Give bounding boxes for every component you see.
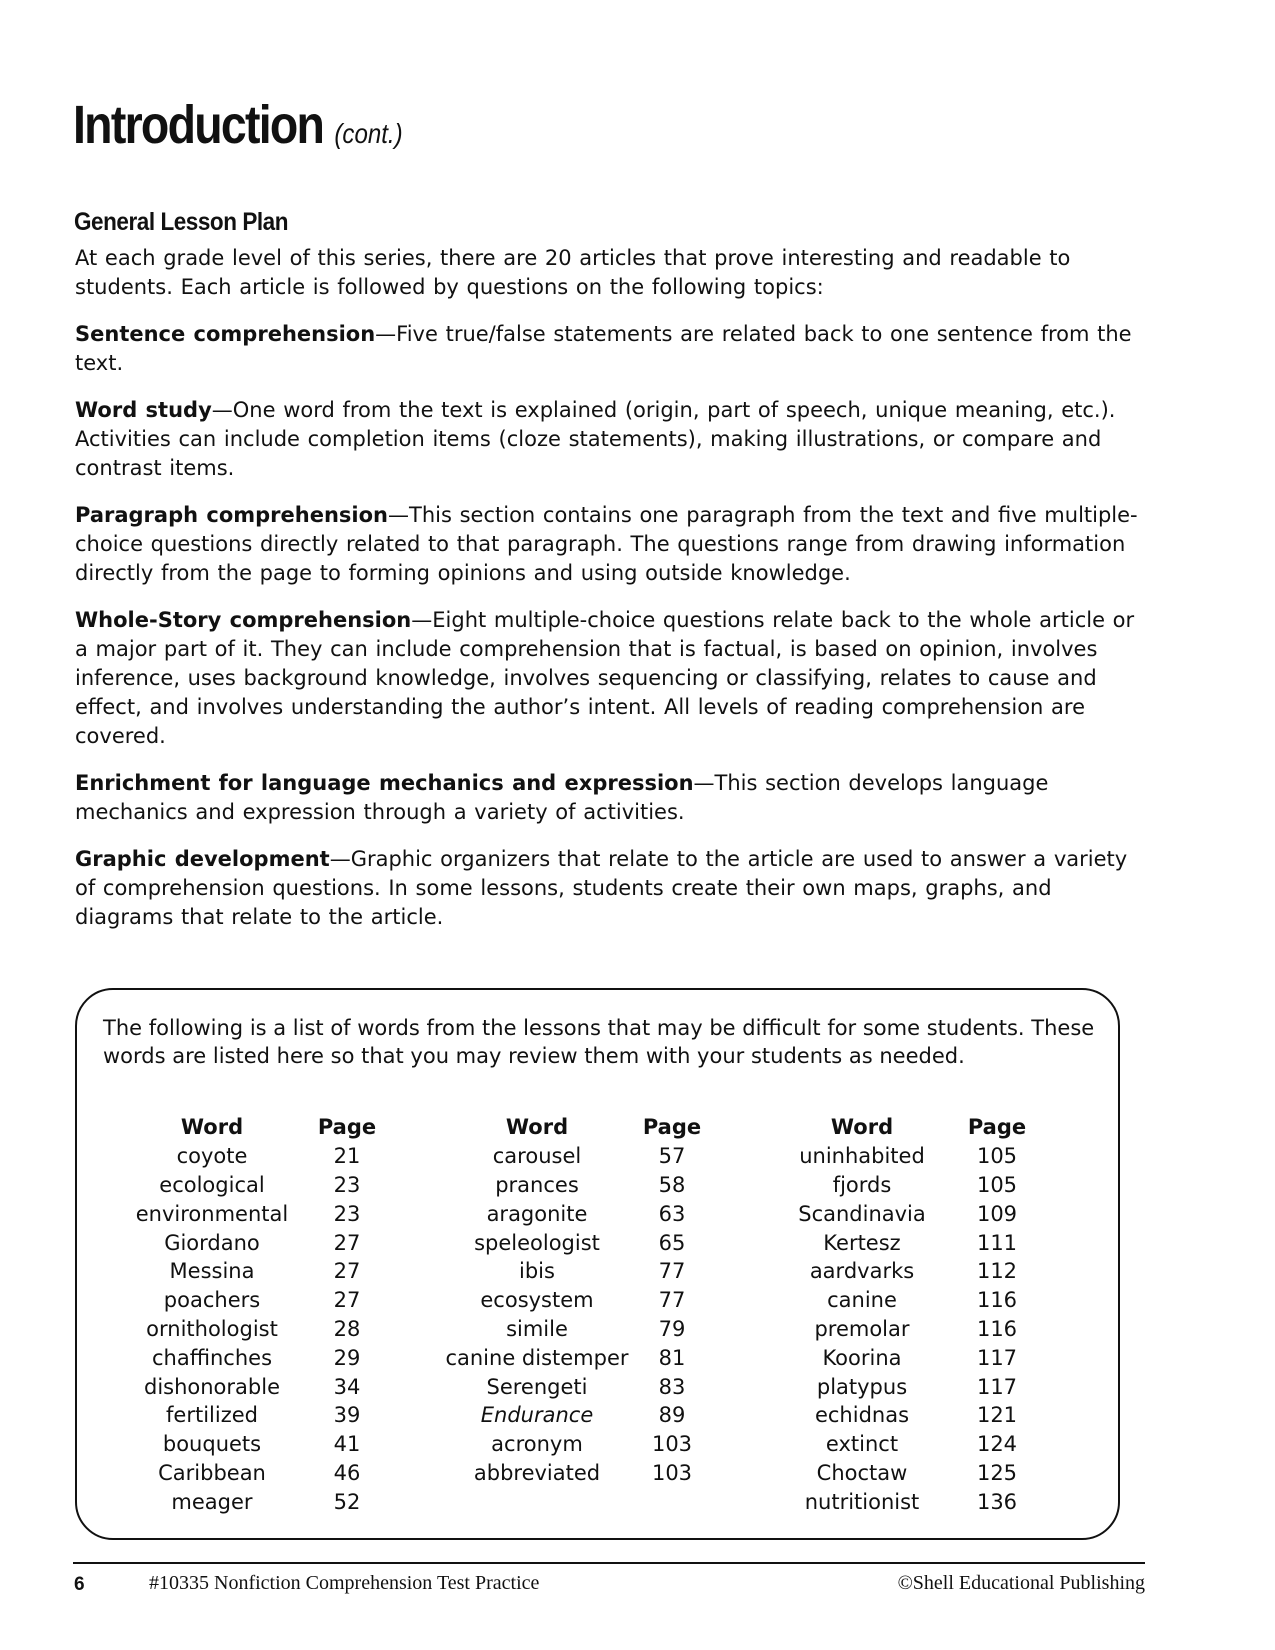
vocabulary-row (442, 1142, 712, 1171)
vocabulary-word: poachers (163, 1288, 261, 1313)
vocabulary-page: 109 (976, 1201, 1018, 1226)
publisher: ©Shell Educational Publishing (897, 1572, 1145, 1594)
vocabulary-page: 77 (658, 1288, 686, 1313)
vocabulary-word: chaffinches (151, 1345, 273, 1370)
vocabulary-row (442, 1228, 712, 1257)
vocabulary-word: ornithologist (146, 1316, 278, 1341)
topic-text: —This section contains one paragraph from the text and five multiple-choice questions directly related to that paragraph. The questions range from drawing information directly from the page to forming opinions and using outside knowledge. (75, 503, 1138, 585)
vocabulary-word: prances (495, 1172, 579, 1197)
vocabulary-row (767, 1487, 1037, 1516)
vocabulary-page: 105 (976, 1144, 1018, 1169)
lesson-plan-intro: At each grade level of this series, there are 20 articles that prove interesting and readable to students. Each article is followed by questions on the following topics: (75, 246, 1071, 299)
vocabulary-page: 46 (333, 1460, 361, 1485)
topic-term: Graphic development (75, 847, 330, 871)
vocabulary-word: canine distemper (445, 1345, 629, 1370)
vocabulary-word: abbreviated (473, 1460, 601, 1485)
vocabulary-page: 39 (333, 1403, 361, 1428)
vocabulary-row (442, 1459, 712, 1488)
vocabulary-word: nutritionist (804, 1489, 920, 1514)
vocabulary-page: 28 (333, 1316, 361, 1341)
vocabulary-page: 81 (658, 1345, 686, 1370)
book-title: #10335 Nonfiction Comprehension Test Practice (149, 1572, 540, 1594)
vocabulary-page: 112 (976, 1259, 1018, 1284)
topic-sentence-comprehension (75, 320, 1145, 378)
vocabulary-word: Serengeti (486, 1374, 588, 1399)
topic-term: Sentence comprehension (75, 322, 376, 346)
vocabulary-word: bouquets (162, 1432, 262, 1457)
vocabulary-page: 124 (976, 1432, 1018, 1457)
vocabulary-page: 116 (976, 1316, 1018, 1341)
vocabulary-word: Endurance (480, 1403, 594, 1428)
word-column-header: Word (830, 1115, 894, 1140)
vocabulary-row (767, 1372, 1037, 1401)
vocabulary-table-2 (442, 1113, 712, 1487)
topic-term: Paragraph comprehension (75, 503, 388, 527)
vocabulary-word: Scandinavia (798, 1201, 926, 1226)
topic-text: —This section develops language mechanics and expression through a variety of activities. (75, 771, 1049, 824)
vocabulary-row (767, 1343, 1037, 1372)
vocabulary-word: ibis (519, 1259, 555, 1284)
vocabulary-word: aragonite (486, 1201, 588, 1226)
vocabulary-row (767, 1286, 1037, 1315)
vocabulary-word: ecosystem (480, 1288, 594, 1313)
vocabulary-row (117, 1171, 387, 1200)
vocabulary-row (442, 1257, 712, 1286)
vocabulary-row (117, 1228, 387, 1257)
vocabulary-row (442, 1199, 712, 1228)
word-column-header: Word (180, 1115, 244, 1140)
vocabulary-box (75, 988, 1120, 1540)
vocabulary-page: 41 (333, 1432, 361, 1457)
vocabulary-word: Caribbean (158, 1460, 266, 1485)
vocabulary-row (767, 1171, 1037, 1200)
page-number: 6 (74, 1574, 85, 1595)
lesson-plan-body (75, 244, 1145, 950)
vocabulary-row (117, 1257, 387, 1286)
topic-graphic-development (75, 845, 1145, 932)
vocabulary-word: Giordano (164, 1230, 260, 1255)
vocabulary-row (442, 1343, 712, 1372)
vocabulary-word: carousel (492, 1144, 582, 1169)
topic-text: —Graphic organizers that relate to the article are used to answer a variety of comprehension questions. In some lessons, students create their own maps, graphs, and diagrams that relate to the article. (75, 847, 1128, 929)
vocabulary-row (442, 1171, 712, 1200)
vocabulary-row (767, 1228, 1037, 1257)
vocabulary-page: 58 (658, 1172, 686, 1197)
vocabulary-word: fjords (832, 1172, 892, 1197)
vocabulary-page: 83 (658, 1374, 686, 1399)
vocabulary-header-row (117, 1113, 387, 1142)
vocabulary-page: 27 (333, 1230, 361, 1255)
topic-term: Whole-Story comprehension (75, 608, 412, 632)
vocabulary-page: 23 (333, 1172, 361, 1197)
vocabulary-page: 77 (658, 1259, 686, 1284)
vocabulary-box-intro: The following is a list of words from the lessons that may be difficult for some students. These words are listed here so that you may review them with your students as needed. (103, 1016, 1095, 1068)
vocabulary-page: 79 (658, 1316, 686, 1341)
vocabulary-row (767, 1199, 1037, 1228)
vocabulary-row (117, 1142, 387, 1171)
vocabulary-page: 111 (976, 1230, 1018, 1255)
vocabulary-page: 23 (333, 1201, 361, 1226)
vocabulary-row (767, 1315, 1037, 1344)
vocabulary-row (767, 1142, 1037, 1171)
vocabulary-row (117, 1487, 387, 1516)
vocabulary-row (442, 1430, 712, 1459)
vocabulary-page: 117 (976, 1374, 1018, 1399)
vocabulary-row (117, 1459, 387, 1488)
vocabulary-word: coyote (176, 1144, 248, 1169)
word-column-header: Word (505, 1115, 569, 1140)
topic-word-study (75, 396, 1145, 483)
vocabulary-page: 27 (333, 1259, 361, 1284)
vocabulary-table-3 (767, 1113, 1037, 1516)
topic-term: Enrichment for language mechanics and expression (75, 771, 694, 795)
vocabulary-row (117, 1430, 387, 1459)
vocabulary-row (117, 1199, 387, 1228)
vocabulary-word: uninhabited (799, 1144, 925, 1169)
vocabulary-page: 65 (658, 1230, 686, 1255)
vocabulary-word: environmental (135, 1201, 289, 1226)
vocabulary-row (117, 1372, 387, 1401)
topic-text: —One word from the text is explained (origin, part of speech, unique meaning, etc.). Activities can include completion items (cloze statements), making illustrations, or compare and contrast items. (75, 398, 1116, 480)
vocabulary-page: 29 (333, 1345, 361, 1370)
footer-divider (73, 1562, 1145, 1564)
vocabulary-row (117, 1401, 387, 1430)
vocabulary-word: platypus (816, 1374, 908, 1399)
vocabulary-word: echidnas (814, 1403, 910, 1428)
vocabulary-word: Messina (169, 1259, 255, 1284)
topic-paragraph-comprehension (75, 501, 1145, 588)
vocabulary-row (442, 1401, 712, 1430)
vocabulary-page: 105 (976, 1172, 1018, 1197)
vocabulary-header-row (442, 1113, 712, 1142)
vocabulary-page: 103 (651, 1432, 693, 1457)
vocabulary-header-row (767, 1113, 1037, 1142)
vocabulary-page: 27 (333, 1288, 361, 1313)
section-heading: General Lesson Plan (74, 208, 289, 236)
vocabulary-word: meager (171, 1489, 253, 1514)
vocabulary-page: 52 (333, 1489, 361, 1514)
vocabulary-row (117, 1286, 387, 1315)
vocabulary-word: extinct (825, 1432, 899, 1457)
vocabulary-row (442, 1372, 712, 1401)
vocabulary-row (767, 1401, 1037, 1430)
title-suffix: (cont.) (334, 118, 403, 149)
vocabulary-page: 57 (658, 1144, 686, 1169)
topic-enrichment (75, 769, 1145, 827)
vocabulary-page: 103 (651, 1460, 693, 1485)
vocabulary-word: Koorina (822, 1345, 902, 1370)
vocabulary-row (117, 1343, 387, 1372)
title-text: Introduction (73, 95, 324, 155)
topic-text: —Eight multiple-choice questions relate back to the whole article or a major part of it. They can include comprehension that is factual, is based on opinion, involves inference, uses background knowledge, involves sequencing or classifying, relates to cause and effect, and involves understanding the author’s intent. All levels of reading comprehension are covered. (75, 608, 1135, 748)
vocabulary-row (767, 1459, 1037, 1488)
vocabulary-row (767, 1430, 1037, 1459)
topic-term: Word study (75, 398, 212, 422)
vocabulary-row (767, 1257, 1037, 1286)
vocabulary-word: acronym (491, 1432, 583, 1457)
vocabulary-word: speleologist (474, 1230, 600, 1255)
vocabulary-word: dishonorable (143, 1374, 280, 1399)
vocabulary-page: 136 (976, 1489, 1018, 1514)
page-title (73, 95, 403, 155)
vocabulary-page: 34 (333, 1374, 361, 1399)
vocabulary-word: Choctaw (816, 1460, 908, 1485)
vocabulary-word: Kertesz (823, 1230, 901, 1255)
vocabulary-page: 116 (976, 1288, 1018, 1313)
page-column-header: Page (967, 1115, 1027, 1140)
vocabulary-page: 21 (333, 1144, 361, 1169)
vocabulary-page: 125 (976, 1460, 1018, 1485)
vocabulary-page: 117 (976, 1345, 1018, 1370)
vocabulary-word: simile (506, 1316, 568, 1341)
vocabulary-page: 89 (658, 1403, 686, 1428)
vocabulary-page: 121 (976, 1403, 1018, 1428)
page-column-header: Page (317, 1115, 377, 1140)
vocabulary-row (442, 1286, 712, 1315)
topic-text: —Five true/false statements are related back to one sentence from the text. (75, 322, 1132, 375)
vocabulary-word: aardvarks (809, 1259, 915, 1284)
vocabulary-table-1 (117, 1113, 387, 1516)
topic-whole-story-comprehension (75, 606, 1145, 751)
vocabulary-word: canine (827, 1288, 897, 1313)
vocabulary-page: 63 (658, 1201, 686, 1226)
page-column-header: Page (642, 1115, 702, 1140)
vocabulary-word: fertilized (166, 1403, 258, 1428)
vocabulary-row (117, 1315, 387, 1344)
vocabulary-word: ecological (159, 1172, 265, 1197)
vocabulary-word: premolar (814, 1316, 910, 1341)
vocabulary-row (442, 1315, 712, 1344)
